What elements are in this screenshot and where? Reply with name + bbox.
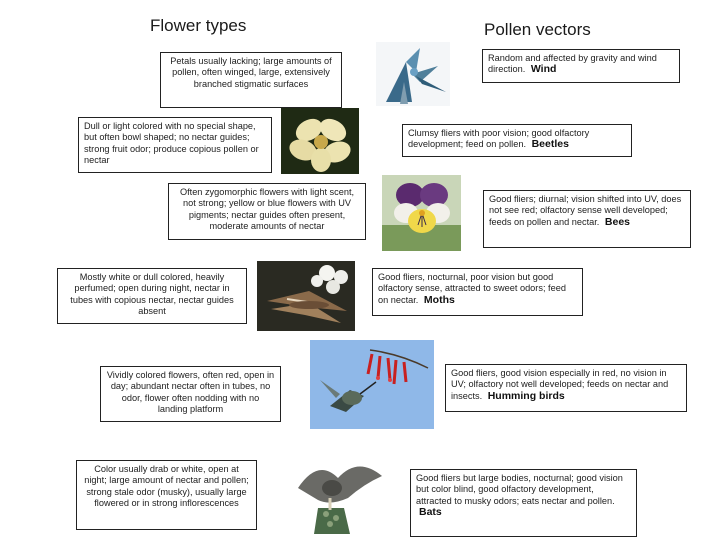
vector-name-beetles: Beetles <box>531 138 569 151</box>
pollen-vector-box-beetles <box>402 124 632 157</box>
vector-name-hummingbirds: Humming birds <box>487 389 565 402</box>
flower-type-text: Petals usually lacking; large amounts of pollen, often winged, large, extensively branched stigmatic surfaces <box>170 56 332 89</box>
flower-types-title: Flower types <box>150 16 247 35</box>
magnolia-flower-photo <box>281 108 359 174</box>
vector-name-moths: Moths <box>423 293 455 306</box>
vector-description: Good fliers, nocturnal, poor vision but good olfactory sense, attracted to sweet odors; feed on nectar. <box>378 272 566 305</box>
wind-pollinated-grass-photo <box>376 42 450 106</box>
vector-description: Clumsy fliers with poor vision; good olfactory development; feed on pollen. <box>408 128 590 150</box>
pollen-vector-box-wind <box>482 49 680 83</box>
flower-type-box-bats <box>76 460 257 530</box>
vector-name-bats: Bats <box>419 506 442 519</box>
pollen-vector-box-bees <box>483 190 691 248</box>
flower-type-text: Mostly white or dull colored, heavily perfumed; open during night, nectar in tubes with copious nectar, nectar guides absent <box>70 272 234 317</box>
vector-name-bees: Bees <box>604 215 631 228</box>
pansy-flower-photo <box>382 175 461 251</box>
pollen-vector-box-moths <box>372 268 583 316</box>
pollen-vectors-title: Pollen vectors <box>484 20 591 39</box>
vector-description: Good fliers; diurnal; vision shifted into UV, does not see red; olfactory sense well developed; feeds on pollen and nectar. <box>489 194 682 227</box>
flower-type-box-wind <box>160 52 342 108</box>
flower-type-box-hummingbirds <box>100 366 281 422</box>
flower-type-box-bees <box>168 183 366 240</box>
flower-type-text: Often zygomorphic flowers with light scent, not strong; yellow or blue flowers with UV pigments; nectar guides often present, moderate amounts of nectar <box>179 187 355 232</box>
flower-type-text: Color usually drab or white, open at night; large amount of nectar and pollen; strong stale odor (musky), usually large flowered or in strong inflorescences <box>84 464 249 509</box>
flower-type-box-moths <box>57 268 247 324</box>
pollen-vector-box-bats <box>410 469 637 537</box>
hawk-moth-photo <box>257 261 355 331</box>
flower-type-text: Dull or light colored with no special shape, but often bowl shaped; no nectar guides; strong fruit odor; produce copious pollen or nectar <box>84 121 259 166</box>
hummingbird-photo <box>310 340 434 429</box>
vector-name-wind: Wind <box>530 63 557 76</box>
pollen-vector-box-hummingbirds <box>445 364 687 412</box>
vector-description: Random and affected by gravity and wind direction. <box>488 53 657 75</box>
flower-type-text: Vividly colored flowers, often red, open in day; abundant nectar often in tubes, no odor, flower often nodding with no landing platform <box>106 370 275 415</box>
vector-description: Good fliers, good vision especially in red, no vision in UV; olfactory not well developed; feeds on nectar and insects. <box>451 368 669 401</box>
flower-type-box-beetles <box>78 117 272 173</box>
bat-photo <box>278 448 386 534</box>
vector-description: Good fliers but large bodies, nocturnal; good vision but color blind, good olfactory development, attracted to musky odors; eats nectar and pollen. <box>416 473 623 506</box>
